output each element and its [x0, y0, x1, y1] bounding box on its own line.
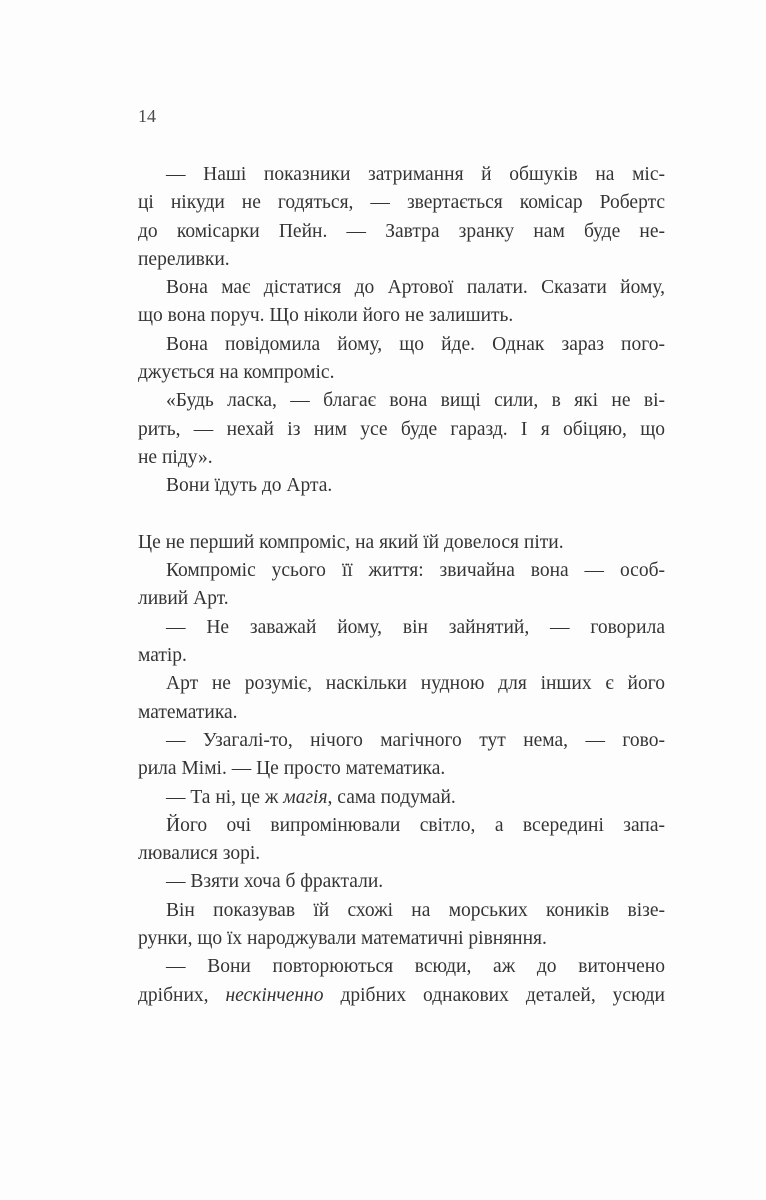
paragraph: [138, 614, 665, 671]
text-line: джується на компроміс.: [138, 362, 335, 384]
paragraph: [138, 784, 665, 812]
italic-word: магія: [283, 786, 328, 808]
text-line: Вона має дістатися до Артової палати. Сказати йому,: [166, 277, 665, 299]
text-block: [138, 161, 665, 1010]
paragraph: [138, 727, 665, 784]
text-line: переливки.: [138, 248, 230, 270]
section-break: [138, 501, 665, 529]
text-line: не піду».: [138, 446, 213, 468]
text-line: «Будь ласка, — благає вона вищі сили, в які не ві-: [166, 390, 665, 412]
paragraph: [138, 331, 665, 388]
paragraph: [138, 161, 665, 274]
text-line: — Не заважай йому, він зайнятий, — говорила: [166, 616, 665, 638]
text-line: математика.: [138, 701, 238, 723]
text-line: Його очі випромінювали світло, а всередині запа-: [166, 814, 665, 836]
text-line: рить, — нехай із ним усе буде гаразд. І я обіцяю, що: [138, 418, 665, 440]
text-line: що вона поруч. Що ніколи його не залишить.: [138, 305, 514, 327]
paragraph: [138, 812, 665, 869]
text-line: [138, 784, 665, 812]
text-line: — Узагалі-то, нічого магічного тут нема, — гово-: [166, 729, 665, 751]
paragraph: [138, 557, 665, 614]
text-segment: — Та ні, це ж: [166, 786, 284, 808]
text-line: [138, 982, 665, 1010]
text-line: рила Мімі. — Це просто математика.: [138, 758, 446, 780]
text-line: ливий Арт.: [138, 588, 229, 610]
text-line: Арт не розуміє, наскільки нудною для інших є його: [166, 673, 665, 695]
text-line: — Взяти хоча б фрактали.: [166, 871, 384, 893]
paragraph: [138, 897, 665, 954]
paragraph: [138, 670, 665, 727]
text-line: Це не перший компроміс, на який їй довелося піти.: [138, 531, 564, 553]
text-line: Вони їдуть до Арта.: [166, 475, 333, 497]
text-line: до комісарки Пейн. — Завтра зранку нам буде не-: [138, 220, 665, 242]
text-segment: дрібних однакових деталей, усюди: [323, 984, 665, 1006]
italic-word: нескінченно: [225, 984, 324, 1006]
paragraph: [138, 387, 665, 472]
paragraph: [138, 472, 665, 500]
text-segment: дрібних,: [138, 984, 226, 1006]
text-line: Компроміс усього її життя: звичайна вона — особ-: [166, 560, 665, 582]
text-line: Він показував їй схожі на морських коників візе-: [166, 899, 665, 921]
text-line: — Наші показники затримання й обшуків на міс-: [166, 164, 665, 185]
paragraph: [138, 529, 665, 557]
text-line: матір.: [138, 645, 187, 667]
text-line: — Вони повторюються всюди, аж до витончено: [166, 956, 665, 978]
page-number: 14: [138, 106, 156, 126]
paragraph: [138, 953, 665, 1010]
paragraph: [138, 868, 665, 896]
text-line: рунки, що їх народжували математичні рівняння.: [138, 928, 547, 950]
text-line: ці нікуди не годяться, — звертається комісар Робертс: [138, 192, 665, 214]
paragraph: [138, 274, 665, 331]
text-line: Вона повідомила йому, що йде. Однак зараз пого-: [166, 333, 665, 355]
text-line: лювалися зорі.: [138, 843, 261, 865]
text-segment: , сама подумай.: [327, 786, 456, 808]
